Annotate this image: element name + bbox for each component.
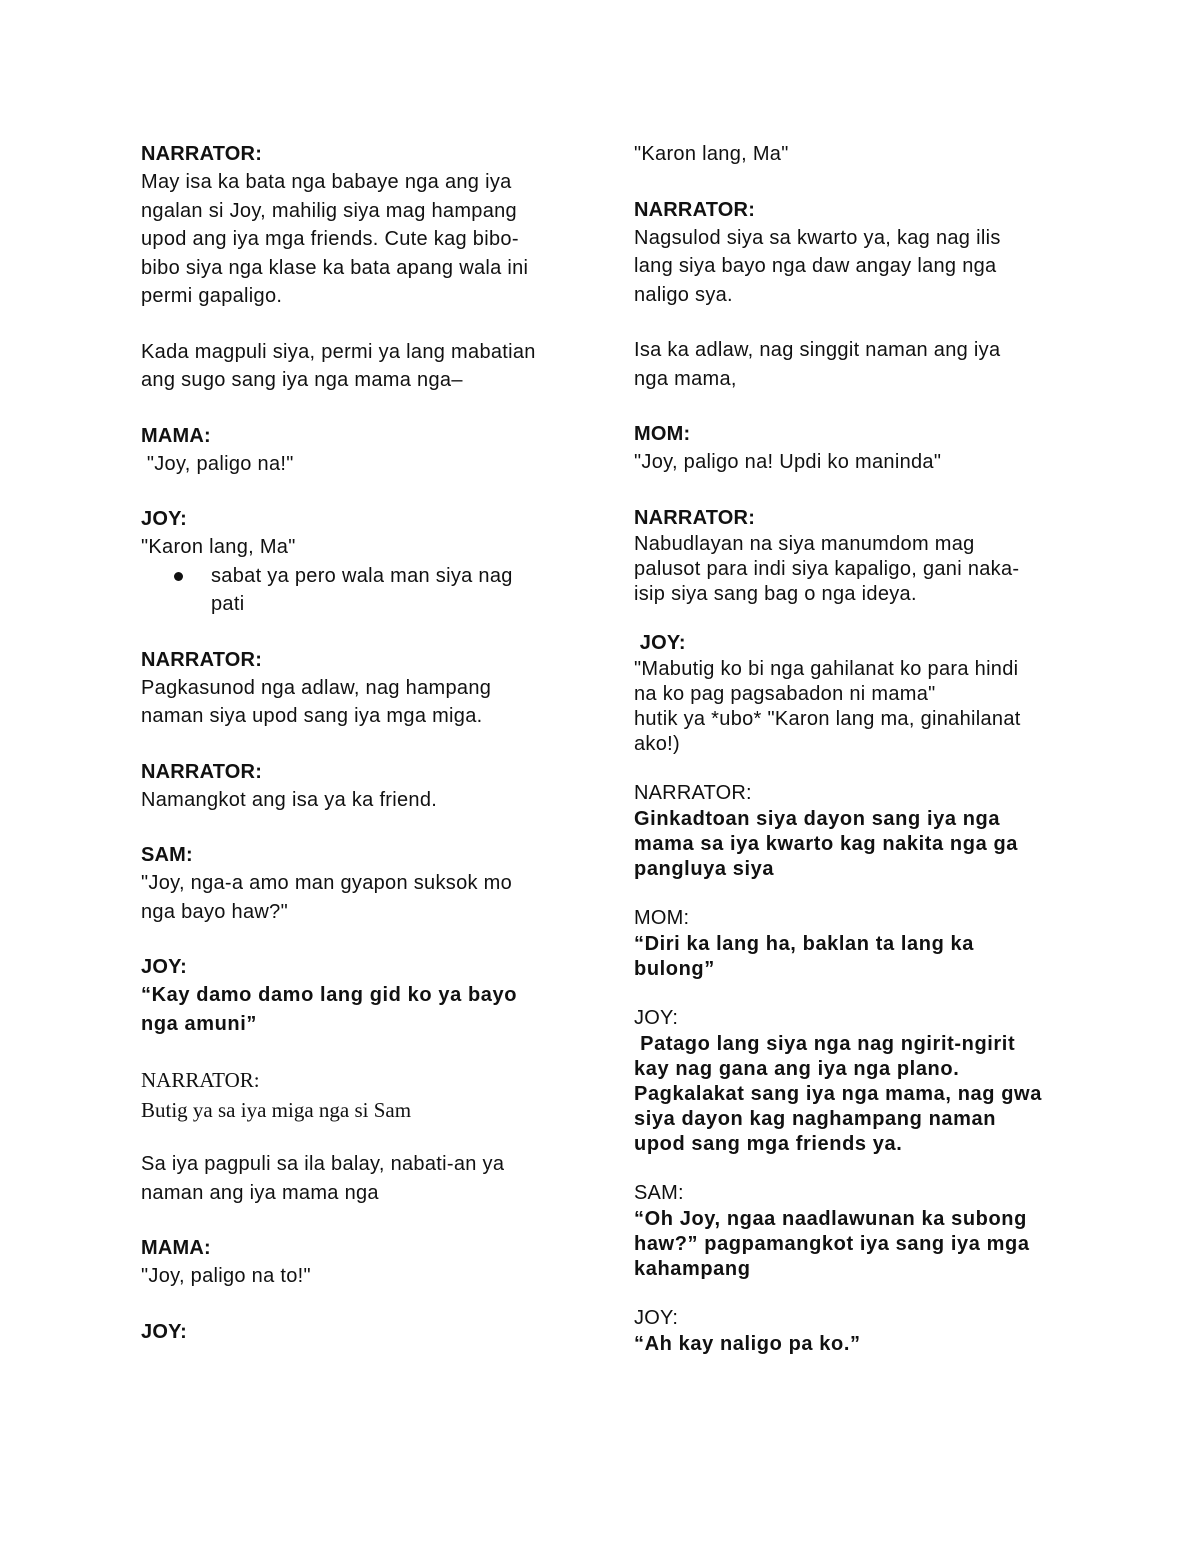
speaker-label: MOM: [634,906,690,929]
script-block-joy [634,1004,1074,1157]
dialogue-text: "Joy, paligo na to!" [141,1265,311,1287]
dialogue-text: Namangkot ang isa ya ka friend. [141,788,438,811]
speaker-label: MAMA: [141,424,211,447]
dialogue-text: Ginkadtoan siya dayon sang iya nga mama sa iya kwarto kag nakita nga ga pangluya siya [634,807,1018,880]
script-block-narrator [634,779,1074,882]
speaker-label: MOM: [634,423,691,445]
script-block-narrator [141,1065,571,1125]
dialogue-text: Pagkasunod nga adlaw, nag hampang naman siya upod sang iya mga miga. [141,676,492,727]
bullet-text: sabat ya pero wala man siya nag pati [211,564,513,615]
script-block-joy [141,1318,571,1346]
speaker-label: MAMA: [141,1237,211,1259]
dialogue-text: Butig ya sa iya miga nga si Sam [141,1098,412,1122]
dialogue-text: "Mabutig ko bi nga gahilanat ko para hindi na ko pag pagsabadon ni mama" hutik ya *ubo* "Karon lang ma, ginahilanat ako!) [634,657,1021,755]
dialogue-text: "Joy, paligo na!" [141,452,294,475]
script-block-narrator-intro [141,140,571,311]
dialogue-text: "Joy, nga-a amo man gyapon suksok mo nga bayo haw?" [141,872,513,923]
dialogue-text: "Karon lang, Ma" [141,536,296,558]
speaker-label: NARRATOR: [634,781,752,804]
dialogue-text: Sa iya pagpuli sa ila balay, nabati-an ya naman ang iya mama nga [141,1153,505,1204]
speaker-label: JOY: [141,1320,187,1343]
speaker-label: NARRATOR: [141,1068,260,1092]
script-block-joy-continued [634,140,1074,169]
script-block-mama [141,422,571,479]
script-block-narration [634,336,1074,393]
script-block-joy [634,629,1074,757]
script-block-mom [634,420,1074,477]
script-block-narration [141,1150,571,1207]
speaker-label: NARRATOR: [634,198,756,221]
speaker-label: JOY: [634,1306,679,1329]
bullet-list [141,562,571,619]
speaker-label: SAM: [141,844,193,866]
script-block-narration [141,338,571,395]
script-block-sam [634,1179,1074,1282]
dialogue-text: “Oh Joy, ngaa naadlawunan ka subong haw?” pagpamangkot iya sang iya mga kahampang [634,1207,1030,1280]
dialogue-text: "Joy, paligo na! Updi ko maninda" [634,451,942,473]
dialogue-text: "Karon lang, Ma" [634,143,789,165]
script-block-narrator [634,504,1074,607]
script-block-joy [141,505,571,619]
script-block-mama [141,1234,571,1291]
left-column [141,140,571,1373]
script-block-mom [634,904,1074,982]
speaker-label: JOY: [634,631,686,654]
script-block-narrator [141,646,571,731]
speaker-label: SAM: [634,1181,684,1204]
dialogue-text: Patago lang siya nga nag ngirit-ngirit kay nag gana ang iya nga plano. Pagkalakat sang iya nga mama, nag gwa siya dayon kag naghampang naman upod sang mga friends ya. [634,1032,1042,1155]
dialogue-text: “Kay damo damo lang gid ko ya bayo nga amuni” [141,984,518,1035]
speaker-label: JOY: [634,1006,679,1029]
bullet-dot-icon [174,572,183,581]
script-block-narrator [141,758,571,815]
right-column [634,140,1074,1384]
speaker-label: NARRATOR: [141,143,263,165]
dialogue-text: Nabudlayan na siya manumdom mag palusot para indi siya kapaligo, gani naka- isip siya sang bag o nga ideya. [634,532,1020,605]
dialogue-text: “Ah kay naligo pa ko.” [634,1332,861,1355]
dialogue-text: May isa ka bata nga babaye nga ang iya ngalan si Joy, mahilig siya mag hampang upod ang iya mga friends. Cute kag bibo- bibo siya nga klase ka bata apang wala ini permi gapaligo. [141,171,529,307]
bullet-item [211,562,571,619]
speaker-label: NARRATOR: [141,648,263,671]
speaker-label: JOY: [141,508,187,530]
speaker-label: JOY: [141,956,187,978]
script-block-narrator [634,196,1074,310]
script-block-sam [141,841,571,926]
script-block-joy [634,1304,1074,1357]
dialogue-text: “Diri ka lang ha, baklan ta lang ka bulong” [634,932,974,980]
dialogue-text: Nagsulod siya sa kwarto ya, kag nag ilis lang siya bayo nga daw angay lang nga naligo sya. [634,226,1001,306]
speaker-label: NARRATOR: [634,506,756,529]
dialogue-text: Kada magpuli siya, permi ya lang mabatian ang sugo sang iya nga mama nga– [141,340,536,391]
script-block-joy [141,953,571,1038]
speaker-label: NARRATOR: [141,760,263,783]
dialogue-text: Isa ka adlaw, nag singgit naman ang iya nga mama, [634,339,1001,390]
